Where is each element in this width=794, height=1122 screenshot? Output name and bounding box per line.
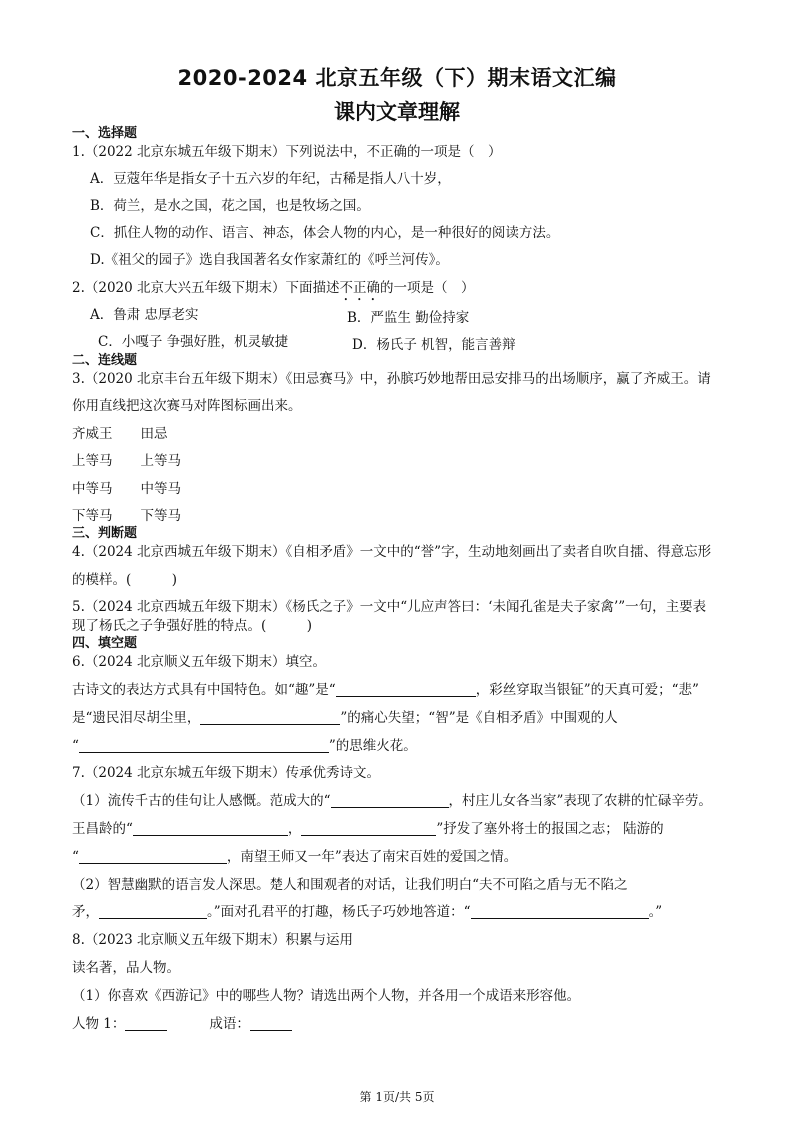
question-5-line-2: 现了杨氏之子争强好胜的特点。( ) [72,618,313,634]
answer-blank[interactable] [250,1016,292,1031]
question-1-option-c: C．抓住人物的动作、语言、神态，体会人物的内心，是一种很好的阅读方法。 [90,225,560,241]
question-7-part-2-line-2: 矛， 。”面对孔君平的打趣，杨氏子巧妙地答道：“ 。” [72,904,663,920]
question-8-line-2: （1）你喜欢《西游记》中的哪些人物？请选出两个人物，并各用一个成语来形容他。 [72,988,581,1004]
page-number-footer: 第 1页/共 5页 [359,1090,435,1104]
question-1-option-d: D.《祖父的园子》选自我国著名女作家萧红的《呼兰河传》。 [90,252,449,268]
question-7-stem: 7.（2024 北京东城五年级下期末）传承优秀诗文。 [72,765,381,781]
section-heading-matching: 二、连线题 [72,353,138,368]
question-3-stem-line-1: 3.（2020 北京丰台五年级下期末）《田忌赛马》中，孙膑巧妙地帮田忌安排马的出场顺序，赢了齐威王。请 [72,371,711,387]
question-2-stem: 2.（2020 北京大兴五年级下期末）下面描述不正确的一项是（ ） [72,280,475,296]
question-6-stem: 6.（2024 北京顺义五年级下期末）填空。 [72,654,327,670]
question-4-line-1: 4.（2024 北京西城五年级下期末）《自相矛盾》一文中的“誉”字，生动地刻画出了卖者自吹自擂、得意忘形 [72,544,712,560]
answer-blank[interactable] [200,710,340,725]
question-1-option-b: B．荷兰，是水之国，花之国，也是牧场之国。 [90,198,370,214]
answer-blank[interactable] [336,682,476,697]
question-7-part-1-line-1: （1）流传千古的佳句让人感慨。范成大的“ ，村庄儿女各当家”表现了农耕的忙碌辛劳。 [72,793,712,809]
matching-row: 中等马 中等马 [72,481,181,497]
question-7-part-1-line-2: 王昌龄的“ ， ”抒发了塞外将士的报国之志； 陆游的 [72,821,664,837]
answer-blank[interactable] [99,904,207,919]
question-6-line-3: “ ”的思维火花。 [72,738,417,754]
answer-blank[interactable] [301,821,436,836]
answer-blank[interactable] [125,1016,167,1031]
section-heading-fill-blank: 四、填空题 [72,636,138,651]
answer-blank[interactable] [331,793,449,808]
question-2-option-b: B．严监生 勤俭持家 [347,310,470,326]
question-1-option-a: A．豆蔻年华是指女子十五六岁的年纪，古稀是指人八十岁， [90,171,451,187]
question-8-stem: 8.（2023 北京顺义五年级下期末）积累与运用 [72,932,354,948]
question-8-line-3: 人物 1： 成语： [72,1015,292,1033]
question-7-part-1-line-3: “ ，南望王师又一年”表达了南宋百姓的爱国之情。 [72,849,518,865]
matching-row: 下等马 下等马 [72,508,181,524]
question-6-line-1: 古诗文的表达方式具有中国特色。如“趣”是“ ，彩丝穿取当银钲”的天真可爱；“悲” [72,682,699,698]
matching-row: 齐威王 田忌 [72,426,168,442]
page-title: 2020-2024 北京五年级（下）期末语文汇编 [177,66,617,90]
question-8-line-1: 读名著，品人物。 [72,960,180,976]
matching-row: 上等马 上等马 [72,453,181,469]
question-2-option-d: D．杨氏子 机智，能言善辩 [352,337,516,353]
question-7-part-2-line-1: （2）智慧幽默的语言发人深思。楚人和围观者的对话，让我们明白“夫不可陷之盾与无不陷之 [72,877,628,893]
question-6-line-2: 是“遗民泪尽胡尘里， ”的痛心失望；“智”是《自相矛盾》中围观的人 [72,710,618,726]
section-heading-choice: 一、选择题 [72,126,138,141]
question-3-stem-line-2: 你用直线把这次赛马对阵图标画出来。 [72,398,302,414]
question-2-option-a: A．鲁肃 忠厚老实 [90,307,199,323]
answer-blank[interactable] [79,849,227,864]
section-heading-judgement: 三、判断题 [72,526,138,541]
answer-blank[interactable] [79,738,329,753]
answer-blank[interactable] [471,904,649,919]
emphasis-not-correct: 不正确 [339,280,381,296]
question-1-stem: 1.（2022 北京东城五年级下期末）下列说法中，不正确的一项是（ ） [72,144,502,160]
page-subtitle: 课内文章理解 [334,100,460,124]
answer-blank[interactable] [133,821,288,836]
question-5-line-1: 5.（2024 北京西城五年级下期末）《杨氏之子》一文中“儿应声答曰：‘未闻孔雀是夫子家禽’”一句，主要表 [72,599,707,615]
question-4-line-2: 的模样。( ) [72,572,178,588]
question-2-option-c: C．小嘎子 争强好胜，机灵敏捷 [98,334,289,350]
